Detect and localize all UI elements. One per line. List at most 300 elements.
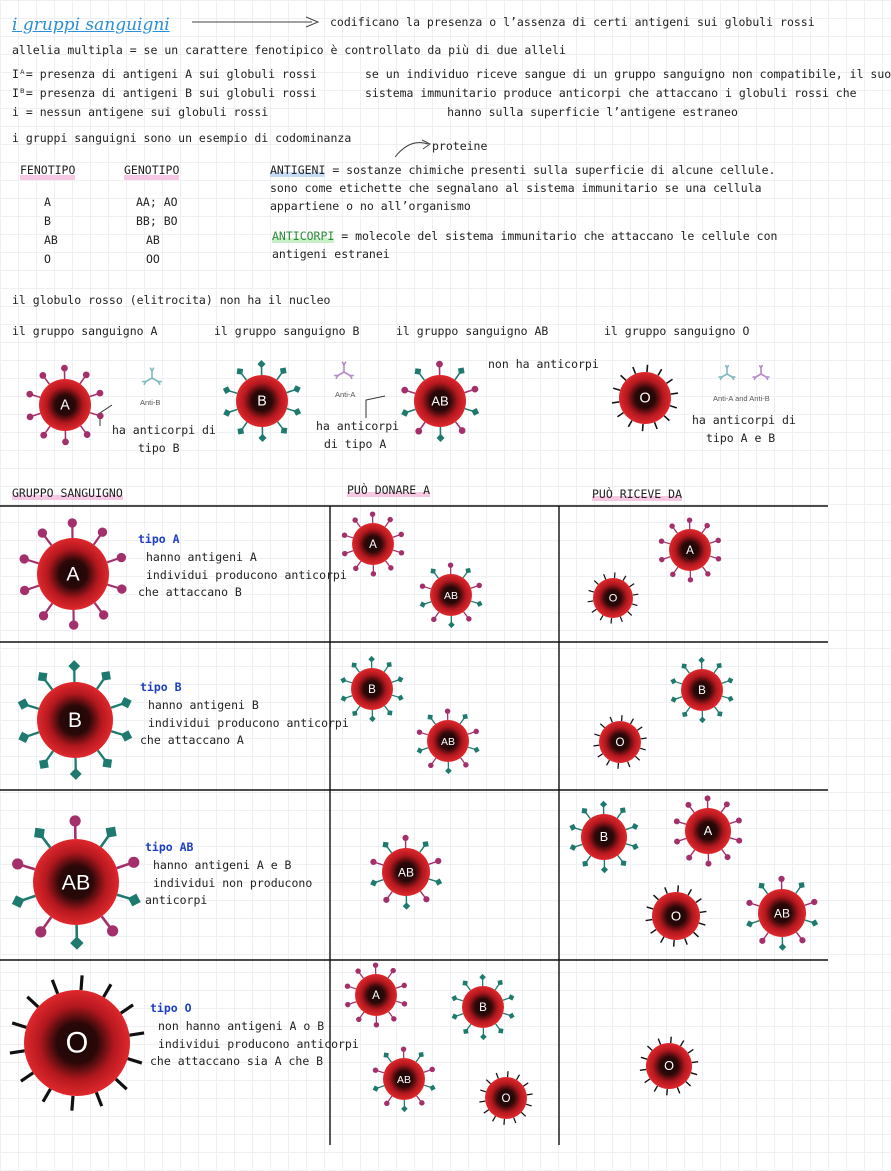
antigen-a xyxy=(373,962,378,967)
fenotipo-AB: AB xyxy=(44,233,58,247)
incompatible-line-1: se un individuo riceve sangue di un gruppo sanguigno non compatibile, il suo xyxy=(365,67,891,81)
antigen-b xyxy=(600,801,607,808)
antigen-a xyxy=(415,428,422,435)
cell-label: O xyxy=(615,736,625,749)
group-B-title: il gruppo sanguigno B xyxy=(214,324,360,338)
antigen-b xyxy=(682,664,687,669)
blood-cell-a xyxy=(674,795,742,866)
antigen-b xyxy=(452,1014,458,1020)
blood-cell-a xyxy=(659,517,721,582)
blood-cell-b xyxy=(451,974,514,1040)
antigen-stalk xyxy=(598,754,603,757)
antigen-a xyxy=(401,387,408,394)
antigen-stalk xyxy=(631,719,634,724)
blood-cell-b xyxy=(18,660,132,780)
antigen-a xyxy=(685,802,691,808)
antigen-stalk xyxy=(651,930,657,934)
antigen-a xyxy=(436,361,443,368)
genotipo-header: GENOTIPO xyxy=(124,162,179,180)
antigen-stalk xyxy=(116,1079,127,1089)
antigen-stalk xyxy=(700,911,707,912)
antigen-stalk xyxy=(696,899,702,903)
antigen-a xyxy=(463,762,468,767)
antigen-a xyxy=(69,620,78,629)
blood-cell-ab xyxy=(401,361,479,442)
antigen-a xyxy=(98,528,107,537)
antigen-a xyxy=(398,532,403,537)
antigen-stalk xyxy=(692,1062,698,1063)
antigen-stalk xyxy=(671,393,678,394)
antigen-b xyxy=(397,695,403,701)
antigen-stalk xyxy=(521,1112,525,1116)
antigen-b xyxy=(699,717,706,724)
antigen-stalk xyxy=(637,727,642,730)
codominance-text: i gruppi sanguigni sono un esempio di codominanza xyxy=(12,131,352,145)
fenotipo-B: B xyxy=(44,214,51,228)
antigen-stalk xyxy=(496,1073,498,1078)
row-B-type: tipo B xyxy=(140,680,182,694)
antigen-b xyxy=(727,677,733,683)
antigen-a xyxy=(370,511,375,516)
antigen-b xyxy=(387,710,392,715)
cell-label: O xyxy=(501,1092,511,1105)
antigen-a xyxy=(705,861,711,867)
group-A-title: il gruppo sanguigno A xyxy=(12,324,158,338)
cell-label: B xyxy=(479,1001,487,1014)
antigen-a xyxy=(724,801,730,807)
antigen-a xyxy=(399,550,404,555)
antigen-b xyxy=(403,902,410,909)
antigen-a xyxy=(799,937,805,943)
blood-cell-ab xyxy=(370,835,442,910)
antigen-a xyxy=(342,551,347,556)
antigen-a xyxy=(476,583,481,588)
antigen-stalk xyxy=(688,1049,693,1053)
antigen-a xyxy=(670,572,675,577)
antigeni-line-2: sono come etichette che segnalano al sistema immunitario se una cellula xyxy=(270,181,762,195)
cell-label: B xyxy=(368,683,376,696)
cell-label: A xyxy=(369,538,377,551)
antigen-b xyxy=(368,656,375,663)
antigen-stalk xyxy=(628,612,632,616)
antigen-b xyxy=(341,696,347,702)
cell-label: O xyxy=(65,1027,89,1060)
antigen-a xyxy=(704,523,709,528)
antigen-a xyxy=(388,565,393,570)
antigen-a xyxy=(27,414,34,421)
antigen-a xyxy=(99,610,108,619)
antigen-b xyxy=(428,715,433,720)
blood-cell-ab xyxy=(12,815,141,949)
antigen-b xyxy=(682,712,687,717)
antigen-a xyxy=(97,413,104,420)
antigen-stalk xyxy=(658,1039,660,1045)
group-O-note-1: ha anticorpi di xyxy=(692,413,796,427)
antigen-b xyxy=(508,1013,514,1019)
antigen-b xyxy=(419,1052,424,1057)
antigen-a xyxy=(370,859,376,865)
antigen-b xyxy=(280,368,287,375)
cell-label: A xyxy=(686,544,694,557)
antigen-a xyxy=(419,1100,424,1105)
antigen-stalk xyxy=(493,1116,496,1121)
antigen-stalk xyxy=(610,717,612,722)
fenotipo-A: A xyxy=(44,195,51,209)
antigen-a xyxy=(448,562,453,567)
antigeni-line-3: appartiene o no all’organismo xyxy=(270,199,471,213)
antigen-a xyxy=(390,968,395,973)
antigen-a xyxy=(345,1002,350,1007)
allele-IA: Iᴬ= presenza di antigeni A sui globuli rossi xyxy=(12,67,317,81)
antigen-b xyxy=(106,827,117,838)
antigen-stalk xyxy=(688,889,691,895)
group-A-note-2: tipo B xyxy=(138,441,180,455)
antigen-b xyxy=(779,943,786,950)
row-AB-line-2: individui non producono xyxy=(153,875,313,890)
antigen-b xyxy=(293,408,301,416)
incompatible-line-2: sistema immunitario produce anticorpi che attaccano i globuli rossi che xyxy=(365,86,857,100)
antigen-b xyxy=(415,368,421,374)
antigen-stalk xyxy=(52,980,57,994)
antigen-a xyxy=(35,926,46,937)
cell-label: A xyxy=(66,563,80,586)
blood-cell-o xyxy=(640,1037,698,1096)
antigen-a xyxy=(736,838,742,844)
antigen-b xyxy=(34,828,45,839)
blood-cell-b xyxy=(569,801,638,873)
allelia-definition: allelia multipla = se un carattere fenotipico è controllato da più di due alleli xyxy=(12,43,566,57)
antigen-a xyxy=(391,1016,396,1021)
antigen-b xyxy=(70,936,83,949)
antigen-stalk xyxy=(621,375,626,380)
antigen-a xyxy=(374,1022,379,1027)
antigen-a xyxy=(759,938,765,944)
antigen-b xyxy=(759,883,765,889)
antigen-b xyxy=(448,622,455,629)
antigen-stalk xyxy=(665,887,667,893)
blood-cell-ab xyxy=(373,1046,436,1112)
antigen-stalk xyxy=(527,1094,533,1095)
antigen-stalk xyxy=(613,388,620,390)
row-O-line-2: individui producono anticorpi xyxy=(158,1036,359,1051)
antigen-b xyxy=(498,1028,503,1033)
antigen-b xyxy=(68,660,80,672)
cell-label: A xyxy=(60,397,70,414)
antigen-a xyxy=(472,386,479,393)
page-title: i gruppi sanguigni xyxy=(12,15,170,35)
antigen-stalk xyxy=(641,1057,647,1059)
antigen-b xyxy=(223,409,231,417)
antigen-stalk xyxy=(633,594,639,595)
antigen-b xyxy=(401,1106,408,1113)
antigen-a xyxy=(401,1046,406,1051)
antigen-stalk xyxy=(607,760,610,765)
antigen-stalk xyxy=(633,367,636,374)
antigen-a xyxy=(674,818,680,824)
blood-cell-o xyxy=(479,1071,532,1125)
antigen-a xyxy=(83,371,90,378)
antigen-stalk xyxy=(588,601,594,602)
row-AB-line-1: hanno antigeni A e B xyxy=(153,857,292,872)
proteine-note: proteine xyxy=(432,139,488,153)
antigen-a xyxy=(107,925,118,936)
antigen-a xyxy=(716,556,721,561)
antigen-b xyxy=(281,427,287,433)
antigen-b xyxy=(397,676,403,682)
antigen-stalk xyxy=(647,1046,652,1050)
antigen-a xyxy=(705,571,710,576)
row-A-line-2: individui producono anticorpi xyxy=(146,567,347,582)
antigen-b xyxy=(237,428,244,435)
antigen-stalk xyxy=(514,1118,516,1123)
cell-label: B xyxy=(68,708,82,732)
antigen-stalk xyxy=(646,920,653,921)
antigen-b xyxy=(128,894,141,907)
antigen-stalk xyxy=(699,923,705,925)
row-O-line-3: che attaccano sia A che B xyxy=(150,1054,324,1069)
antigen-a xyxy=(466,616,471,621)
antigen-a xyxy=(669,523,674,528)
genotipo-B: BB; BO xyxy=(136,214,178,228)
antigen-a xyxy=(778,876,784,882)
antigen-stalk xyxy=(129,1033,144,1035)
genotipo-O: OO xyxy=(146,252,160,266)
antigen-b xyxy=(18,732,29,743)
antigen-b xyxy=(18,698,29,709)
antigen-a xyxy=(429,1067,434,1072)
anti-a-arrow xyxy=(366,396,385,418)
group-O-note-2: tipo A e B xyxy=(706,431,776,445)
group-B-note-2: di tipo A xyxy=(324,437,387,451)
antigen-stalk xyxy=(685,938,687,944)
genotipo-AB: AB xyxy=(146,233,160,247)
antigen-b xyxy=(258,434,266,442)
antigen-b xyxy=(569,824,576,831)
antigen-stalk xyxy=(592,609,597,612)
antigen-a xyxy=(736,817,742,823)
antigen-a xyxy=(459,427,466,434)
antigen-stalk xyxy=(121,1005,133,1013)
blood-cell-ab xyxy=(420,562,483,628)
antigen-a xyxy=(687,517,692,522)
antigen-stalk xyxy=(128,1059,142,1063)
antigen-b xyxy=(508,994,514,1000)
antigen-b xyxy=(38,672,47,681)
antigen-stalk xyxy=(640,748,646,750)
genotipo-A: AA; AO xyxy=(136,195,178,209)
cell-label: AB xyxy=(396,1073,412,1086)
antigen-stalk xyxy=(628,762,630,767)
antibody-icon xyxy=(753,365,770,380)
antigen-stalk xyxy=(617,413,623,417)
row-AB-line-3: anticorpi xyxy=(145,893,208,908)
antigen-stalk xyxy=(632,604,637,606)
antigen-stalk xyxy=(654,1086,657,1092)
antigen-b xyxy=(431,569,436,574)
antigen-stalk xyxy=(630,584,635,587)
antigen-b xyxy=(746,920,753,927)
antigen-b xyxy=(463,1029,468,1034)
blood-cell-ab xyxy=(746,876,818,951)
cell-label: O xyxy=(639,390,651,407)
antigen-stalk xyxy=(691,1073,697,1075)
cell-label: A xyxy=(703,824,713,839)
group-O-title: il gruppo sanguigno O xyxy=(604,324,750,338)
antigen-a xyxy=(61,365,68,372)
cell-label: AB xyxy=(397,865,415,880)
antigen-b xyxy=(671,697,677,703)
cell-label: B xyxy=(698,684,706,697)
cell-label: O xyxy=(608,592,618,605)
antigen-stalk xyxy=(12,1023,26,1027)
antigen-stalk xyxy=(593,745,599,746)
antigen-b xyxy=(373,1086,379,1092)
grid-header-donare: PUÒ DONARE A xyxy=(347,483,431,497)
antigen-b xyxy=(570,844,577,851)
antigen-b xyxy=(237,368,243,374)
antigen-b xyxy=(727,696,733,702)
antigen-stalk xyxy=(104,984,111,997)
antigen-stalk xyxy=(664,416,669,421)
antigen-a xyxy=(674,839,680,845)
antigen-a xyxy=(420,583,425,588)
antigen-stalk xyxy=(594,734,600,736)
group-B-note-1: ha anticorpi xyxy=(316,419,400,433)
antigen-b xyxy=(811,920,818,927)
anticorpi-line-2: antigeni estranei xyxy=(272,247,390,261)
group-AB-title: il gruppo sanguigno AB xyxy=(396,324,549,338)
antigen-b xyxy=(417,748,423,754)
antigen-b xyxy=(463,714,468,719)
antigen-b xyxy=(632,823,639,830)
antigen-b xyxy=(370,879,377,886)
antigen-a xyxy=(342,532,347,537)
anti-A-label: Anti-A xyxy=(335,390,356,399)
antigen-b xyxy=(582,861,588,867)
grid-header-ricevere: PUÒ RICEVE DA xyxy=(592,487,683,501)
antigen-stalk xyxy=(43,1089,50,1102)
antigen-a xyxy=(40,432,47,439)
antigen-b xyxy=(39,759,49,769)
antigen-b xyxy=(476,601,482,607)
blood-cell-o xyxy=(646,885,707,946)
antigen-stalk xyxy=(27,997,38,1007)
antigen-b xyxy=(12,895,25,908)
antigen-stalk xyxy=(666,379,672,383)
antigen-a xyxy=(128,857,139,868)
anticorpi-definition: ANTICORPI = molecole del sistema immunitario che attaccano le cellule con xyxy=(272,229,778,243)
allele-i: i = nessun antigene sui globuli rossi xyxy=(12,105,269,119)
antigen-b xyxy=(352,663,357,668)
antigen-b xyxy=(70,768,82,780)
antigen-b xyxy=(670,678,676,684)
antigen-a xyxy=(355,968,360,973)
antigen-b xyxy=(463,981,468,986)
title-description: codificano la presenza o l’assenza di certi antigeni sui globuli rossi xyxy=(330,15,815,29)
antigen-a xyxy=(384,1101,389,1106)
antigen-a xyxy=(402,1001,407,1006)
blood-cell-o xyxy=(612,365,678,431)
antigen-a xyxy=(428,763,433,768)
antigen-a xyxy=(445,708,450,713)
antigen-b xyxy=(223,386,231,394)
blood-cell-b xyxy=(223,360,301,442)
antigen-a xyxy=(659,557,664,562)
antigen-stalk xyxy=(654,422,657,429)
antigen-a xyxy=(19,554,28,563)
antigen-stalk xyxy=(600,615,603,620)
row-O-type: tipo O xyxy=(150,1001,192,1015)
antigen-stalk xyxy=(623,576,626,581)
antigen-b xyxy=(121,730,132,741)
antigen-b xyxy=(632,843,639,850)
antigen-a xyxy=(473,729,478,734)
blood-cell-b xyxy=(670,657,733,723)
antigen-b xyxy=(717,663,722,668)
fenotipo-header: FENOTIPO xyxy=(20,162,75,180)
antigen-a xyxy=(401,983,406,988)
antigen-a xyxy=(373,1067,378,1072)
antigen-a xyxy=(117,584,126,593)
antigen-stalk xyxy=(658,369,662,375)
cell-label: AB xyxy=(440,735,456,748)
antigen-b xyxy=(479,974,486,981)
antigen-stalk xyxy=(628,421,632,427)
antigen-b xyxy=(717,711,722,716)
antigen-b xyxy=(698,657,705,664)
antigen-b xyxy=(601,866,608,873)
row-B-line-3: che attaccano A xyxy=(140,733,244,748)
antigen-a xyxy=(117,553,126,562)
antigen-a xyxy=(353,566,358,571)
antigen-a xyxy=(97,390,104,397)
antigen-stalk xyxy=(647,365,648,372)
group-AB-note: non ha anticorpi xyxy=(488,357,599,371)
cell-label: AB xyxy=(61,870,91,895)
antigen-b xyxy=(451,995,457,1001)
antigen-a xyxy=(68,518,77,527)
antigen-stalk xyxy=(10,1051,25,1053)
antigen-a xyxy=(402,835,408,841)
row-AB-type: tipo AB xyxy=(145,840,194,854)
blood-cell-o xyxy=(593,715,646,769)
antigen-a xyxy=(686,855,692,861)
antigen-b xyxy=(420,602,426,608)
antigen-a xyxy=(688,577,693,582)
antigen-stalk xyxy=(486,1080,490,1084)
antigen-a xyxy=(371,571,376,576)
cell-label: B xyxy=(599,830,609,845)
antigen-b xyxy=(369,716,376,723)
antigen-b xyxy=(384,1053,389,1058)
antigen-b xyxy=(480,1034,487,1041)
antigen-b xyxy=(620,807,626,813)
blood-cell-a xyxy=(19,518,126,630)
cell-label: B xyxy=(257,393,267,410)
anti-B-label: Anti-B xyxy=(140,398,161,407)
antigen-a xyxy=(12,858,23,869)
antigen-stalk xyxy=(674,940,675,947)
cell-label: AB xyxy=(431,393,449,409)
antigen-stalk xyxy=(678,885,679,892)
antigen-a xyxy=(417,729,422,734)
antigen-b xyxy=(471,408,479,416)
blood-cell-b xyxy=(340,656,403,722)
antigen-a xyxy=(84,431,91,438)
antigen-b xyxy=(340,677,346,683)
antigen-a xyxy=(431,617,436,622)
row-B-line-1: hanno antigeni B xyxy=(148,697,259,712)
